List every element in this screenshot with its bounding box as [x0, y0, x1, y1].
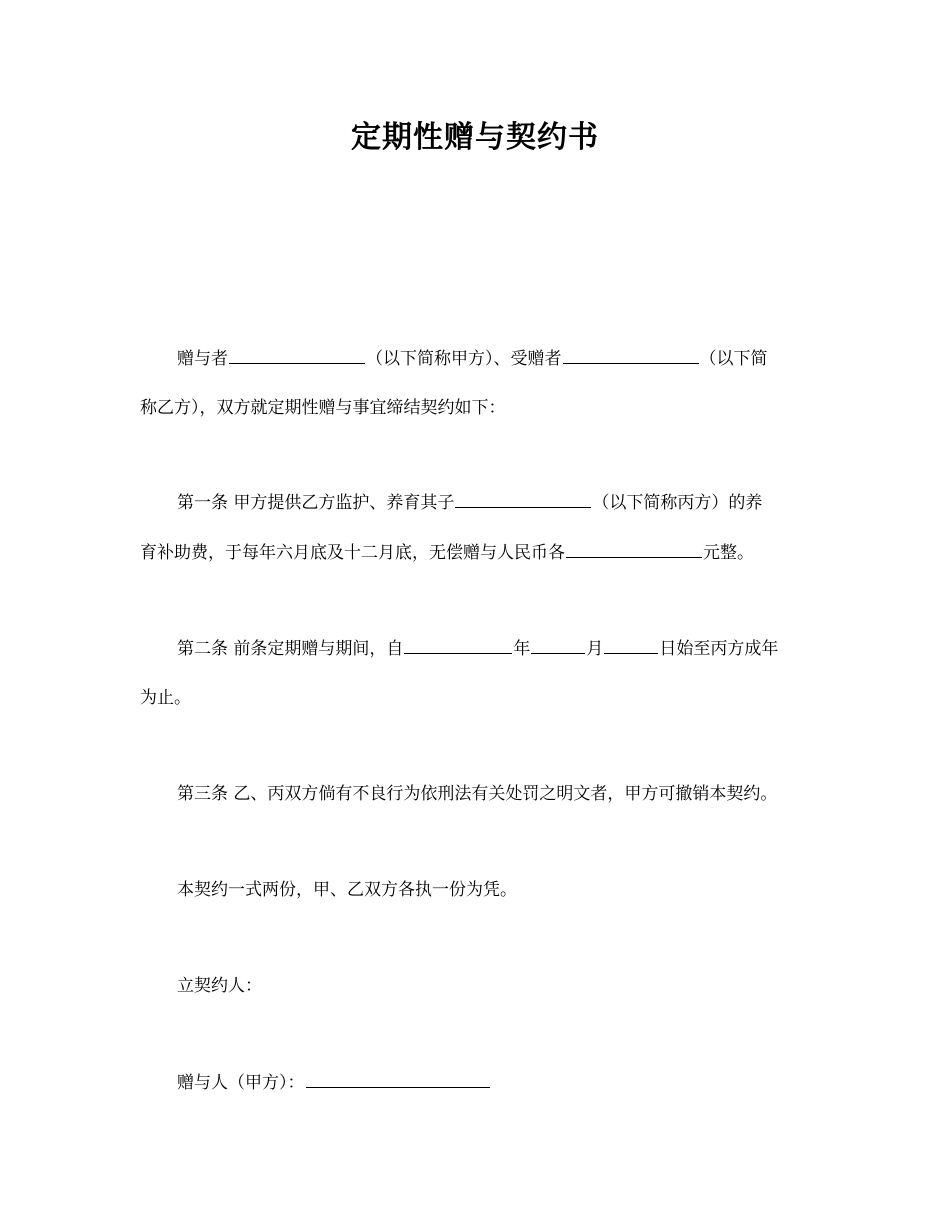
donor-signature-blank[interactable]	[306, 1070, 490, 1088]
child-name-blank[interactable]	[455, 490, 591, 508]
start-month-blank[interactable]	[531, 636, 585, 654]
donor-name-blank[interactable]	[229, 346, 365, 364]
article-1-text-c: 育补助费，于每年六月底及十二月底，无偿赠与人民币各	[140, 543, 565, 563]
article-2-text-b: 日始至丙方成年	[659, 639, 779, 659]
recipient-name-blank[interactable]	[563, 346, 699, 364]
start-day-blank[interactable]	[604, 636, 658, 654]
intro-text-abbrev: （以下简	[699, 349, 768, 369]
article-2-line-1	[177, 636, 778, 661]
document-title: 定期性赠与契约书	[351, 120, 599, 155]
article-1-line-1	[177, 490, 762, 515]
intro-text-recipient: （以下简称甲方）、受赠者	[366, 349, 562, 369]
article-1-line-2	[140, 540, 754, 565]
article-3-line: 第三条 乙、丙双方倘有不良行为依刑法有关处罚之明文者，甲方可撤销本契约。	[177, 784, 778, 804]
article-2-text-a: 第二条 前条定期赠与期间，自	[177, 639, 404, 659]
month-label: 月	[586, 639, 604, 659]
signers-label: 立契约人：	[177, 976, 262, 996]
intro-line-1	[177, 346, 768, 371]
year-label: 年	[513, 639, 531, 659]
intro-text-donor: 赠与者	[177, 349, 228, 369]
donor-signature-line	[177, 1070, 491, 1095]
article-1-text-a: 第一条 甲方提供乙方监护、养育其子	[177, 493, 455, 513]
intro-line-2: 称乙方），双方就定期性赠与事宜缔结契约如下：	[140, 398, 506, 418]
article-1-text-d: 元整。	[703, 543, 754, 563]
copies-line: 本契约一式两份，甲、乙双方各执一份为凭。	[177, 880, 517, 900]
donor-label: 赠与人（甲方）：	[177, 1073, 305, 1093]
amount-blank[interactable]	[566, 540, 702, 558]
start-year-blank[interactable]	[404, 636, 512, 654]
article-2-line-2: 为止。	[140, 688, 191, 708]
article-1-text-b: （以下简称丙方）的养	[592, 493, 763, 513]
